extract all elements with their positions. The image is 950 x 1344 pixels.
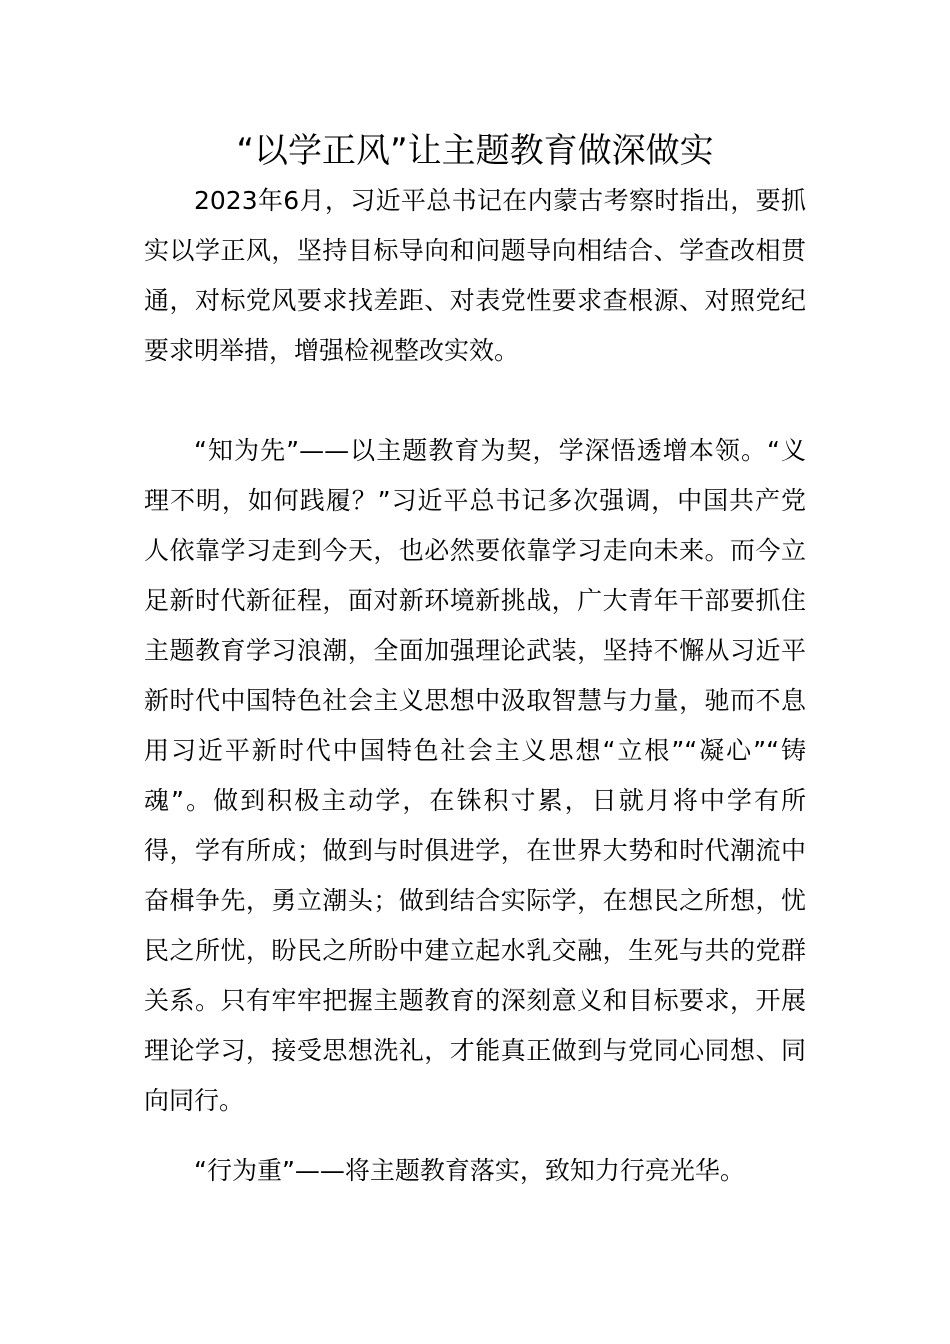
paragraph-intro: 2023年6月，习近平总书记在内蒙古考察时指出，要抓实以学正风，坚持目标导向和问题导向相结合、学查改相贯通，对标党风要求找差距、对表党性要求查根源、对照党纪要求明举措，增强检视整改实效。 — [144, 186, 806, 365]
paragraph-knowledge-first: “知为先”——以主题教育为契，学深悟透增本领。“义理不明，如何践履？”习近平总书记多次强调，中国共产党人依靠学习走到今天，也必然要依靠学习走向未来。而今立足新时代新征程，面对新环境新挑战，广大青年干部要抓住主题教育学习浪潮，全面加强理论武装，坚持不懈从习近平新时代中国特色社会主义思想中汲取智慧与力量，驰而不息用习近平新时代中国特色社会主义思想“立根”“凝心”“铸魂”。做到积极主动学，在铢积寸累，日就月将中学有所得，学有所成；做到与时俱进学，在世界大势和时代潮流中奋楫争先，勇立潮头；做到结合实际学，在想民之所想，忧民之所忧，盼民之所盼中建立起水乳交融，生死与共的党群关系。只有牢牢把握主题教育的深刻意义和目标要求，开展理论学习，接受思想洗礼，才能真正做到与党同心同想、同向同行。 — [144, 436, 806, 1115]
document-title: “以学正风”让主题教育做深做实 — [236, 131, 714, 171]
paragraph-action-matters: “行为重”——将主题教育落实，致知力行亮光华。 — [194, 1156, 745, 1185]
